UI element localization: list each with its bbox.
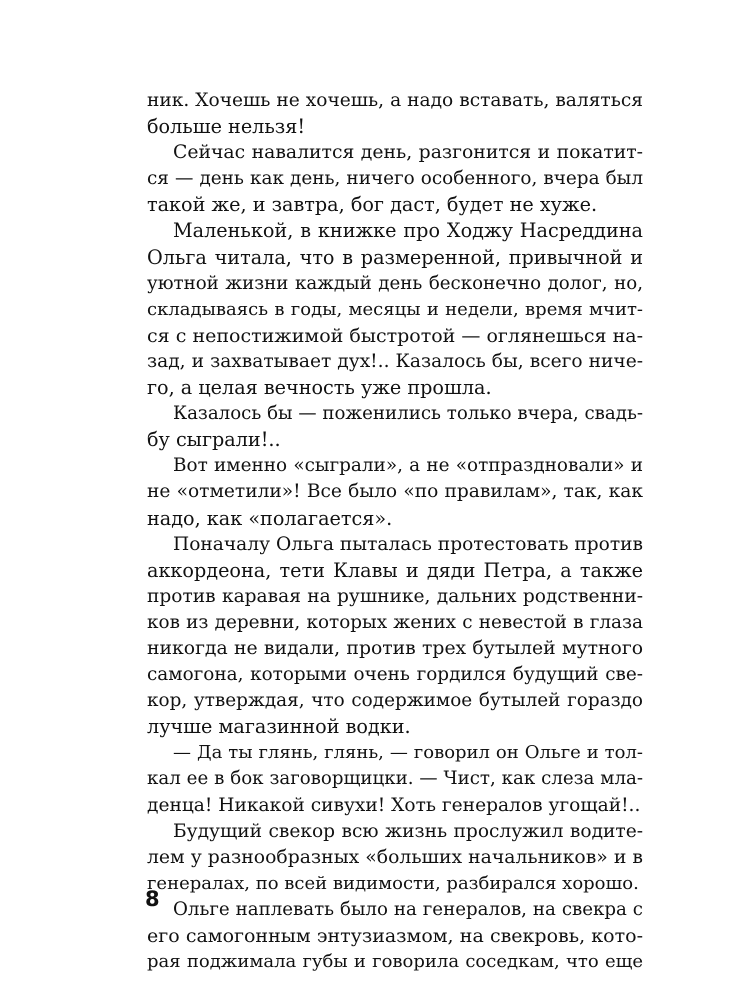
text-line: больше нельзя! [147, 115, 306, 139]
text-line: такой же, и завтра, бог даст, будет не хуже. [147, 193, 598, 217]
text-line: Будущий свекор всю жизнь прослужил водите- [173, 820, 643, 842]
text-line: самогона, которыми очень гордился будущий све- [147, 664, 643, 686]
text-line: не «отметили»! Все было «по правилам», так, как [147, 481, 643, 503]
text-line: Казалось бы — поженились только вчера, свадь- [173, 403, 643, 425]
text-line: ся с непостижимой быстротой — оглянешься на- [147, 324, 643, 347]
text-line: Маленькой, в книжке про Ходжу Насреддина [173, 219, 643, 243]
body-text [147, 88, 643, 975]
text-line: ков из деревни, которых жених с невестой в глаза [147, 611, 643, 633]
text-line: надо, как «полагается». [147, 506, 393, 530]
text-line: генералах, по всей видимости, разбирался хорошо. [147, 872, 639, 894]
text-line: зад, и захватывает дух!.. Казалось бы, всего ниче- [147, 350, 643, 372]
text-line: кор, утверждая, что содержимое бутылей гораздо [147, 690, 643, 712]
text-line: лучше магазинной водки. [147, 715, 411, 739]
text-line: — Да ты глянь, глянь, — говорил он Ольге и тол- [173, 742, 643, 764]
page-number: 8 [145, 887, 160, 911]
text-line: уютной жизни каждый день бесконечно долог, но, [147, 272, 643, 294]
text-line: никогда не видали, против трех бутылей мутного [147, 637, 643, 659]
text-line: против каравая на рушнике, дальних родственни- [147, 585, 643, 607]
text-line: ник. Хочешь не хочешь, а надо вставать, валяться [147, 90, 643, 111]
text-line: го, а целая вечность уже прошла. [147, 376, 492, 400]
text-line: ся — день как день, ничего особенного, вчера был [147, 168, 643, 190]
text-line: рая поджимала губы и говорила соседкам, что еще [147, 951, 643, 973]
text-line: денца! Никакой сивухи! Хоть генералов угощай!.. [147, 794, 641, 816]
text-line: аккордеона, тети Клавы и дяди Петра, а также [147, 558, 643, 582]
text-line: Ольге наплевать было на генералов, на свекра с [173, 898, 643, 920]
text-line: Ольга читала, что в размеренной, привычной и [147, 245, 643, 269]
text-line: Сейчас навалится день, разгонится и покатит- [173, 142, 643, 164]
text-line: его самогонным энтузиазмом, на свекровь, кото- [147, 925, 643, 947]
text-line: Вот именно «сыграли», а не «отпраздновали» и [173, 455, 643, 477]
text-line: Поначалу Ольга пыталась протестовать против [173, 533, 643, 555]
text-line: бу сыграли!.. [147, 428, 281, 452]
text-line: кал ее в бок заговорщицки. — Чист, как слеза мла- [147, 768, 643, 790]
text-line: лем у разнообразных «больших начальников» и в [147, 846, 643, 868]
text-line: складываясь в годы, месяцы и недели, время мчит- [147, 298, 643, 320]
